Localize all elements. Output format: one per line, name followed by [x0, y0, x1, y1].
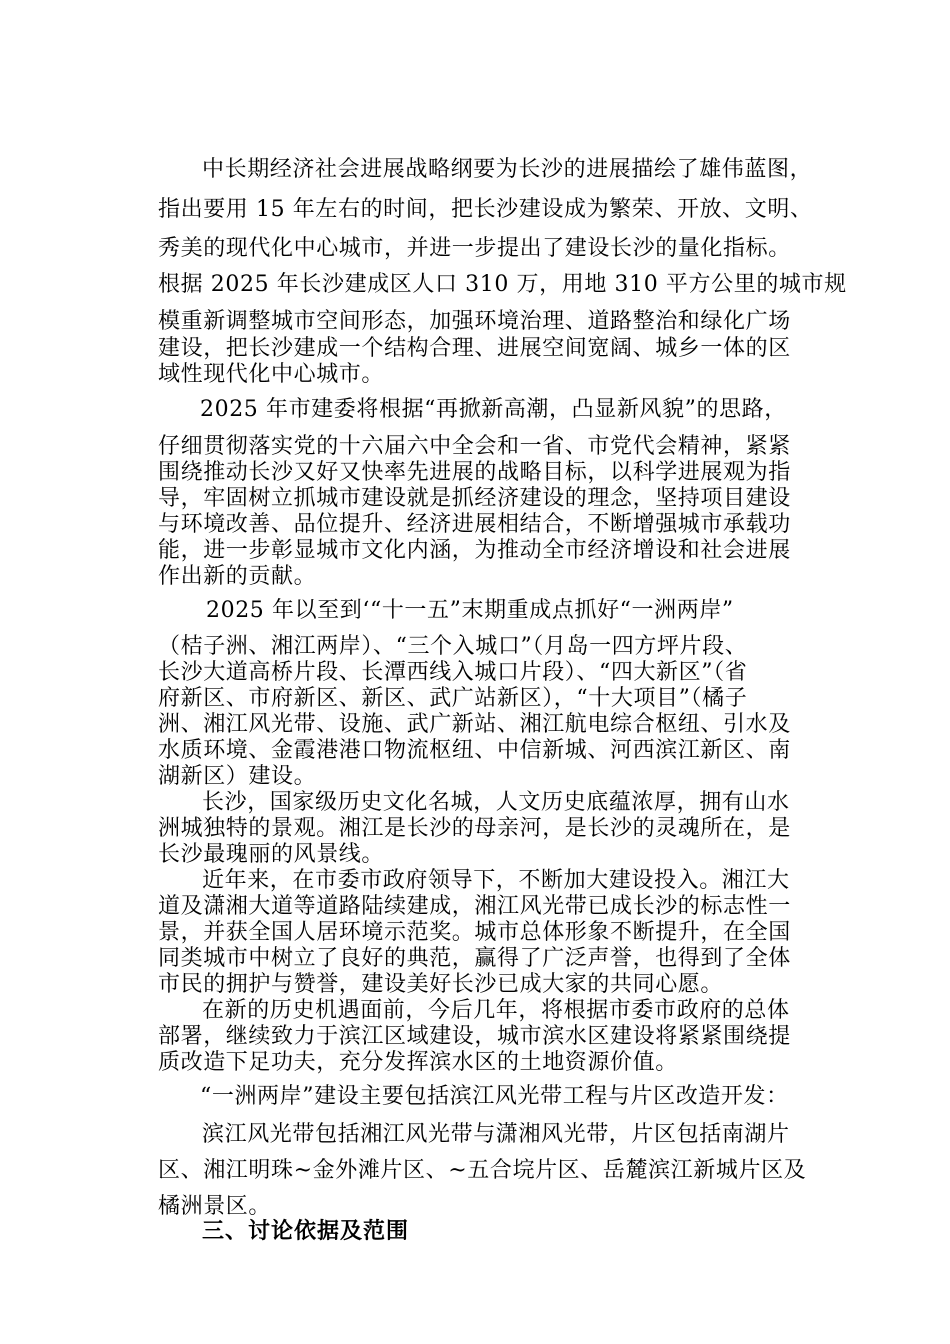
paragraph-3-line-7: 湖新区）建设。	[158, 764, 317, 789]
paragraph-3-line-4: 府新区、市府新区、新区、武广站新区），“十大项目”（橘子	[158, 686, 748, 711]
section-heading: 三、讨论依据及范围	[202, 1219, 410, 1244]
paragraph-2-line-3: 围绕推动长沙又好又快率先进展的战略目标，以科学进展观为指	[158, 460, 791, 485]
paragraph-8-line-1: 滨江风光带包括湘江风光带与潇湘风光带，片区包括南湖片	[202, 1122, 790, 1147]
paragraph-5-line-5: 市民的拥护与赞誉，建设美好长沙已成大家的共同心愿。	[158, 972, 724, 997]
paragraph-8-line-2: 区、湘江明珠~金外滩片区、~五合垸片区、岳麓滨江新城片区及	[158, 1158, 807, 1183]
paragraph-1-line-4: 根据 2025 年长沙建成区人口 310 万，用地 310 平方公里的城市规	[158, 272, 847, 297]
paragraph-8-line-3: 橘洲景区。	[158, 1194, 272, 1219]
paragraph-2-line-2: 仔细贯彻落实党的十六届六中全会和一省、市党代会精神，紧紧	[158, 434, 791, 459]
paragraph-1-line-1: 中长期经济社会进展战略纲要为长沙的进展描绘了雄伟蓝图，	[202, 157, 813, 182]
paragraph-2-line-4: 导，牢固树立抓城市建设就是抓经济建设的理念，坚持项目建设	[158, 486, 791, 511]
paragraph-4-line-2: 洲城独特的景观。湘江是长沙的母亲河，是长沙的灵魂所在，是	[158, 816, 791, 841]
paragraph-2-line-7: 作出新的贡献。	[158, 564, 317, 589]
paragraph-2-line-5: 与环境改善、品位提升、经济进展相结合，不断增强城市承载功	[158, 512, 791, 537]
paragraph-6-line-1: 在新的历史机遇面前，今后几年，将根据市委市政府的总体	[202, 998, 790, 1023]
paragraph-4-line-3: 长沙最瑰丽的风景线。	[158, 842, 385, 867]
paragraph-5-line-2: 道及潇湘大道等道路陆续建成，湘江风光带已成长沙的标志性一	[158, 894, 791, 919]
paragraph-3-line-5: 洲、湘江风光带、设施、武广新站、湘江航电综合枢纽、引水及	[158, 712, 791, 737]
paragraph-1-line-7: 域性现代化中心城市。	[158, 362, 385, 387]
paragraph-3-line-3: 长沙大道高桥片段、长潭西线入城口片段）、“四大新区”（省	[158, 660, 748, 685]
paragraph-2-line-6: 能，进一步彰显城市文化内涵，为推动全市经济增设和社会进展	[158, 538, 791, 563]
paragraph-6-line-2: 部署，继续致力于滨江区域建设，城市滨水区建设将紧紧围绕提	[158, 1024, 791, 1049]
paragraph-5-line-1: 近年来，在市委市政府领导下，不断加大建设投入。湘江大	[202, 868, 790, 893]
paragraph-3-line-6: 水质环境、金霞港港口物流枢纽、中信新城、河西滨江新区、南	[158, 738, 791, 763]
paragraph-5-line-3: 景，并获全国人居环境示范奖。城市总体形象不断提升，在全国	[158, 920, 791, 945]
paragraph-1-line-3: 秀美的现代化中心城市，并进一步提出了建设长沙的量化指标。	[158, 236, 791, 261]
paragraph-6-line-3: 质改造下足功夫，充分发挥滨水区的土地资源价值。	[158, 1050, 678, 1075]
paragraph-3-line-2: （桔子洲、湘江两岸）、“三个入城口”（月岛一四方坪片段、	[158, 634, 748, 659]
paragraph-1-line-5: 模重新调整城市空间形态，加强环境治理、道路整治和绿化广场	[158, 309, 791, 334]
paragraph-5-line-4: 同类城市中树立了良好的典范，赢得了广泛声誉，也得到了全体	[158, 946, 791, 971]
paragraph-1-line-6: 建设，把长沙建成一个结构合理、进展空间宽阔、城乡一体的区	[158, 336, 791, 361]
paragraph-1-line-2: 指出要用 15 年左右的时间，把长沙建设成为繁荣、开放、文明、	[158, 197, 813, 222]
paragraph-2-line-1: 2025 年市建委将根据“再掀新高潮，凸显新风貌”的思路，	[200, 397, 787, 422]
paragraph-7-line-1: “一洲两岸”建设主要包括滨江风光带工程与片区改造开发：	[200, 1084, 789, 1109]
paragraph-4-line-1: 长沙，国家级历史文化名城，人文历史底蕴浓厚，拥有山水	[202, 790, 790, 815]
paragraph-3-line-1: 2025 年以至到‘“十一五”末期重成点抓好“一洲两岸”	[206, 598, 734, 623]
